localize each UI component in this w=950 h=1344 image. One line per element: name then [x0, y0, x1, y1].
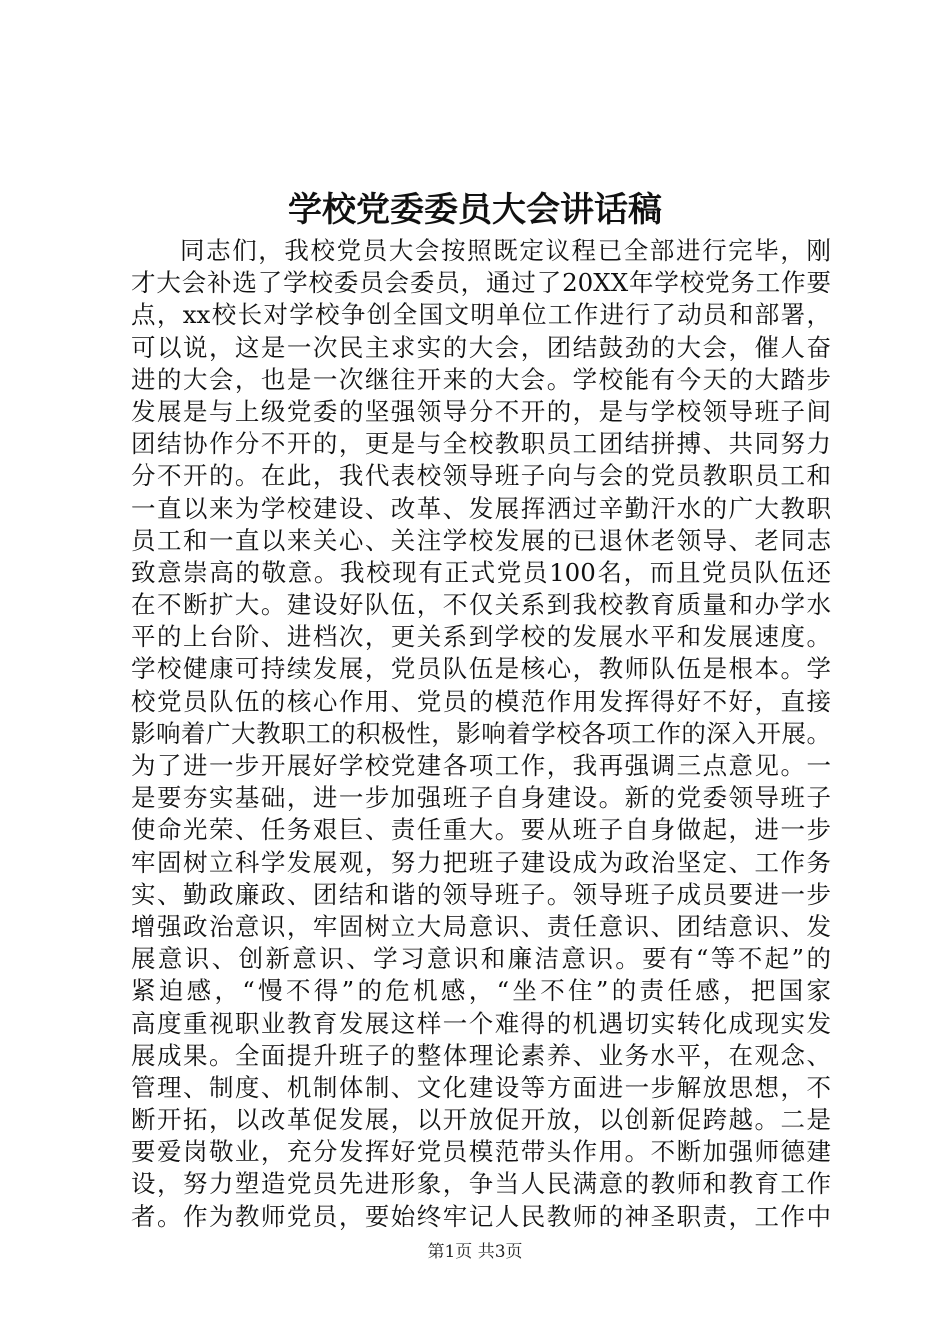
body-line: 平的上台阶、进档次，更关系到学校的发展水平和发展速度。 [131, 622, 831, 652]
body-line: 团结协作分不开的，更是与全校教职员工团结拼搏、共同努力 [131, 429, 831, 459]
body-line: 管理、制度、机制体制、文化建设等方面进一步解放思想，不 [131, 1072, 831, 1102]
body-line: 学校健康可持续发展，党员队伍是核心，教师队伍是根本。学 [131, 654, 831, 684]
body-line: 高度重视职业教育发展这样一个难得的机遇切实转化成现实发 [131, 1008, 831, 1038]
body-line: 展意识、创新意识、学习意识和廉洁意识。要有“等不起”的 [131, 944, 831, 974]
body-line: 要爱岗敬业，充分发挥好党员模范带头作用。不断加强师德建 [131, 1137, 831, 1167]
body-line: 才大会补选了学校委员会委员，通过了20XX年学校党务工作要 [131, 268, 831, 298]
body-line: 影响着广大教职工的积极性，影响着学校各项工作的深入开展。 [131, 718, 831, 748]
body-line: 者。作为教师党员，要始终牢记人民教师的神圣职责，工作中 [131, 1201, 831, 1231]
body-line: 是要夯实基础，进一步加强班子自身建设。新的党委领导班子 [131, 783, 831, 813]
body-line: 增强政治意识，牢固树立大局意识、责任意识、团结意识、发 [131, 911, 831, 941]
body-line: 使命光荣、任务艰巨、责任重大。要从班子自身做起，进一步 [131, 815, 831, 845]
body-line: 一直以来为学校建设、改革、发展挥洒过辛勤汗水的广大教职 [131, 493, 831, 523]
body-line: 为了进一步开展好学校党建各项工作，我再强调三点意见。一 [131, 751, 831, 780]
body-line: 设，努力塑造党员先进形象，争当人民满意的教师和教育工作 [131, 1169, 831, 1199]
page-number-footer: 第1页 共3页 [427, 1242, 523, 1262]
body-line: 发展是与上级党委的坚强领导分不开的，是与学校领导班子间 [131, 396, 831, 426]
body-line: 在不断扩大。建设好队伍，不仅关系到我校教育质量和办学水 [131, 590, 831, 620]
body-line: 实、勤政廉政、团结和谐的领导班子。领导班子成员要进一步 [131, 879, 831, 909]
body-line: 紧迫感，“慢不得”的危机感，“坐不住”的责任感，把国家 [131, 976, 831, 1006]
body-line: 点，xx校长对学校争创全国文明单位工作进行了动员和部署， [131, 300, 831, 330]
body-line: 断开拓，以改革促发展，以开放促开放，以创新促跨越。二是 [131, 1105, 831, 1135]
body-line: 校党员队伍的核心作用、党员的模范作用发挥得好不好，直接 [131, 686, 831, 716]
body-line: 展成果。全面提升班子的整体理论素养、业务水平，在观念、 [131, 1040, 831, 1070]
body-line: 分不开的。在此，我代表校领导班子向与会的党员教职员工和 [131, 461, 831, 491]
body-line: 进的大会，也是一次继往开来的大会。学校能有今天的大踏步 [131, 364, 831, 394]
document-title: 学校党委委员大会讲话稿 [288, 190, 662, 230]
document-body [131, 235, 831, 1233]
body-line: 牢固树立科学发展观，努力把班子建设成为政治坚定、工作务 [131, 847, 831, 877]
body-line: 致意崇高的敬意。我校现有正式党员100名，而且党员队伍还 [131, 557, 831, 587]
body-line: 可以说，这是一次民主求实的大会，团结鼓劲的大会，催人奋 [131, 332, 831, 362]
body-line: 员工和一直以来关心、关注学校发展的已退休老领导、老同志 [131, 525, 831, 555]
body-line: 同志们，我校党员大会按照既定议程已全部进行完毕，刚 [180, 236, 831, 265]
